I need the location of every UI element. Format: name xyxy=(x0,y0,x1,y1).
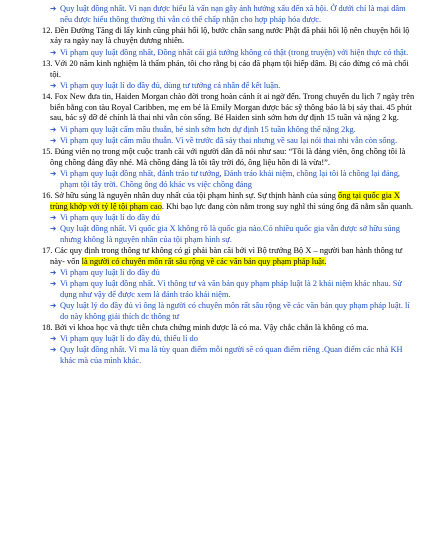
sub-point: ➔ Quy luật đồng nhất. Vì quốc gia X không rõ là quốc gia nào.Có nhiều quốc gia vẫn được sở hữu súng nhưng không là nguyên nhân của tội phạm hình sự. xyxy=(50,224,400,244)
sub-point: ➔ Vi phạm quy luật cấm mâu thuẫn. Vì về trước đã sảy thai nhưng về sau lại nói thai nhi vẫn còn sống. xyxy=(50,136,398,146)
list-item-14 xyxy=(42,92,417,124)
arrow-right-icon: ➔ xyxy=(50,224,57,234)
arrow-right-icon: ➔ xyxy=(50,136,57,146)
list-item-18 xyxy=(42,323,417,334)
sub-point: ➔ Quy luật đồng nhất. Vì nạn được hiểu là vấn nạn gây ảnh hưởng xấu đến xã hội. Ở dưới chỉ là mại dâm nếu được hiểu thông thường thì vẫn có thể chấp nhận cho hợp pháp hóa được. xyxy=(50,4,406,24)
sub-point: ➔ Vi phạm quy luật lí do đầy đủ, dùng tư tưởng cá nhân để kết luận. xyxy=(50,81,281,91)
sub-point: ➔ Quy luật lý do đầy đủ vì ông là người có chuyên môn rất sâu rộng về các văn bản quy phạm pháp luật. lí do này không giải thích đc thông tư xyxy=(50,301,410,321)
item-text: Đúng viên nọ trong một cuộc tranh cãi với người dân đã nói như sau: “Tôi là đảng viên, ông chồng tôi là ông chồng đảng đầy nhé. Mà chồng đảng là tôi tây trời đó, ông liệu hồn đi là vừa!”. xyxy=(50,147,406,167)
list-item-15 xyxy=(42,147,417,168)
item-number: 15. xyxy=(42,147,53,157)
list-item-17 xyxy=(42,246,417,267)
arrow-right-icon: ➔ xyxy=(50,301,57,311)
item-number: 18. xyxy=(42,322,53,332)
arrow-right-icon: ➔ xyxy=(50,279,57,289)
sub-point: ➔ Vi phạm quy luật đồng nhất, Đồng nhất cái giả tưởng không có thật (trong truyện) với hiện thực có thật. xyxy=(50,47,409,57)
sub-point: ➔ Vi phạm quy luật lí do đầy đủ, thiếu lí do xyxy=(50,334,198,344)
highlighted-text: là người có chuyên môn rất sâu rộng về các văn bản quy phạm pháp luật. xyxy=(81,256,327,266)
item-text: Fox New đưa tin, Haiden Morgan chào đời trong hoàn cảnh ít ai ngờ đến. Trong chuyến du lịch 7 ngày trên biển bằng con tàu Royal Caribben, mẹ em bé là Emily Morgan được bác sỹ thông báo là bị sảy thai. 45 phút sau, bác sỹ đỡ đẻ chính là thai nhi vẫn còn sống. Bé Haiden sinh sớm hơn dự định 15 tuần và nặng 2 kg. xyxy=(50,92,415,123)
arrow-right-icon: ➔ xyxy=(50,125,57,135)
arrow-right-icon: ➔ xyxy=(50,268,57,278)
item-number: 13. xyxy=(42,58,53,68)
arrow-right-icon: ➔ xyxy=(50,213,57,223)
item-number: 17. xyxy=(42,246,53,256)
item-text: Đền Đường Tăng đi lấy kinh cũng phải hối lộ, bước chân sang nước Phật đã phải hối lộ nên chuyện hối lộ xảy ra ngày nay là chuyện đương nhiên. xyxy=(50,25,410,46)
item-number: 14. xyxy=(42,92,53,102)
arrow-right-icon: ➔ xyxy=(50,334,57,344)
arrow-right-icon: ➔ xyxy=(50,345,57,355)
list-item-12 xyxy=(42,26,417,47)
item-text: Các quy định trong thông tư không có gì phải bàn cãi bởi vì Bộ trưởng Bộ X – người ban hành thông tư này- vốn xyxy=(50,246,403,266)
arrow-right-icon: ➔ xyxy=(50,4,57,13)
sub-point: ➔ Vi phạm quy luật đồng nhất, đánh tráo tư tưởng, Đánh tráo khái niệm, chồng lại tôi là chồng lại đảng, phạm tội tây trời. Chồng ông đó khác vs việc chồng đảng xyxy=(50,169,401,189)
list-item-16 xyxy=(42,191,417,212)
item-text: Với 20 năm kinh nghiệm là thẩm phán, tôi cho rằng bị cáo đã phạm tội hiếp dâm. Bị cáo đừng có mà chối tội. xyxy=(50,58,409,79)
arrow-right-icon: ➔ xyxy=(50,81,57,91)
sub-point: ➔ Vi phạm quy luật đồng nhất. Vì thông tư và văn bản quy phạm pháp luật là 2 khái niệm khác nhau. Sử dụng như vậy để được xem là đánh tráo khái niệm. xyxy=(50,279,402,299)
arrow-right-icon: ➔ xyxy=(50,47,57,57)
list-item-13 xyxy=(42,59,417,80)
sub-point: ➔ Vi phạm quy luật cấm mâu thuẫn, bé sinh sớm hơn dự định 15 tuần không thể nặng 2kg. xyxy=(50,125,356,135)
arrow-right-icon: ➔ xyxy=(50,169,57,179)
item-text: Sở hữu súng là nguyên nhân duy nhất của tội phạm hình sự. Sự thịnh hành của súng xyxy=(54,191,336,201)
item-number: 12. xyxy=(42,25,53,35)
sub-point: ➔ Quy luật đồng nhất. Vì ma là tùy quan điểm mỗi người sẽ có quan điểm riêng .Quan điểm các nhà KH khác mà của mình khác. xyxy=(50,345,403,365)
item-text: Bởi vì khoa học và thực tiễn chưa chứng minh được là có ma. Vậy chắc chắn là không có ma. xyxy=(54,322,369,332)
sub-point: ➔ Vi phạm quy luật lí do đầy đủ xyxy=(50,268,160,278)
sub-point: ➔ Vi phạm quy luật lí do đầy đủ xyxy=(50,213,160,223)
highlighted-text: ống tại quốc gia X trùng khớp với tỷ lệ tội phạm cao xyxy=(50,191,400,211)
item-number: 16. xyxy=(42,191,53,201)
item-text-cont: . Khi bạo lực đang còn nằm trong suy nghĩ thì súng ống đã nằm sẵn quanh. xyxy=(161,201,414,211)
